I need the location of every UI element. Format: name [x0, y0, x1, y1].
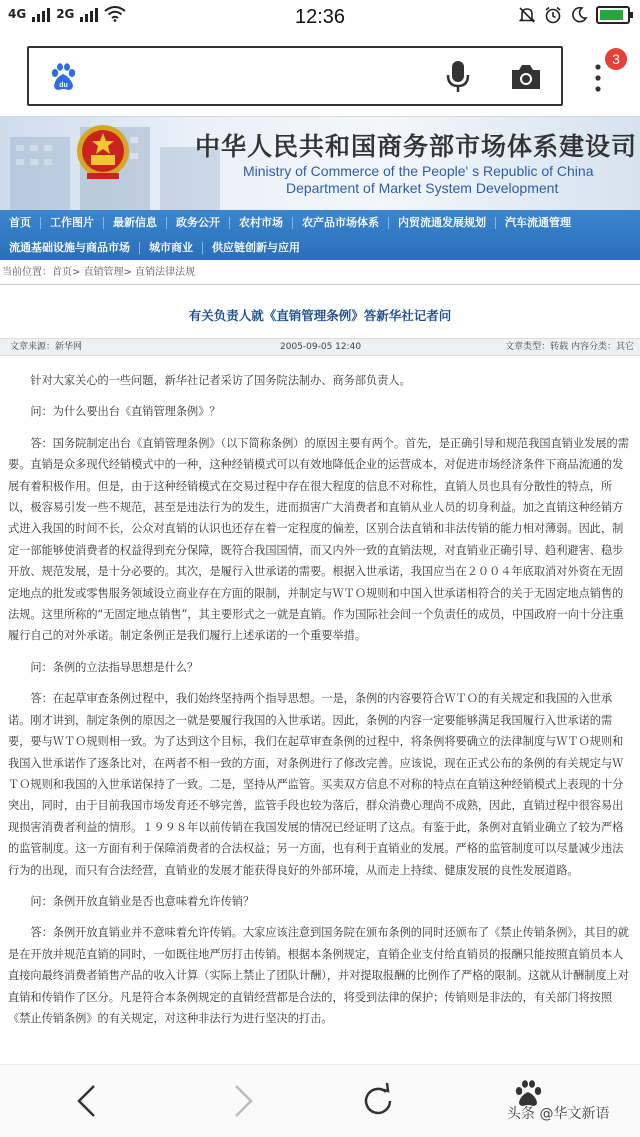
mute-bell-icon — [518, 6, 536, 24]
site-title-en-department: Department of Market System Development — [286, 180, 559, 196]
browser-toolbar — [0, 36, 640, 116]
article-source: 文章来源：新华网 — [10, 342, 83, 352]
question: 问：条例的立法指导思想是什么？ — [30, 660, 199, 674]
forward-icon[interactable] — [228, 1083, 258, 1119]
nav-item-infrastructure[interactable]: 流通基础设施与商品市场 — [0, 242, 140, 254]
main-navigation — [0, 210, 640, 260]
article-title: 有关负责人就《直销管理条例》答新华社记者问 — [188, 308, 452, 323]
battery-fill — [600, 10, 623, 20]
alarm-icon — [544, 6, 562, 24]
nav-item-auto-circulation[interactable]: 汽车流通管理 — [505, 215, 571, 229]
refresh-icon[interactable] — [360, 1083, 396, 1119]
battery-icon — [596, 6, 630, 24]
site-title-en-ministry: Ministry of Commerce of the People' s Republic of China — [243, 163, 594, 179]
search-box[interactable] — [27, 46, 563, 106]
watermark: 头条 @华文新语 — [507, 1106, 610, 1122]
baidu-paw-icon — [47, 61, 79, 93]
article-meta — [0, 338, 640, 356]
paragraph: 针对大家关心的一些问题，新华社记者采访了国务院法制办、商务部负责人。 — [30, 374, 411, 387]
network-2-label: 2G — [56, 7, 75, 21]
svg-text:du: du — [59, 82, 68, 89]
site-banner — [0, 116, 640, 210]
nav-row-2 — [0, 235, 309, 260]
nav-item-latest-info[interactable]: 最新信息 — [104, 217, 167, 229]
national-emblem — [75, 123, 131, 183]
back-icon[interactable] — [72, 1083, 102, 1119]
question: 问：为什么要出台《直销管理条例》？ — [30, 405, 221, 419]
nav-item-government-affairs[interactable]: 政务公开 — [167, 217, 230, 229]
nav-item-work-photos[interactable]: 工作图片 — [41, 217, 104, 229]
nav-item-circulation-planning[interactable]: 内贸流通发展规划 — [389, 217, 496, 229]
answer: 答：国务院制定出台《直销管理条例》（以下简称条例）的原因主要有两个。首先，是正确引导和规范我国直销业发展的需要。直销是众多现代经销模式中的一种，这种经销模式可以有效地降低企业的运营成本，对促进市场经济条件下商品流通的发展有着积极作用。但是，由于这种经销模式在交易过程中存在很大程度的信息不对称性，直销人员也具有分散性的特点，所以，极容易引发一些不规范，甚至是违法行为的发生，进而损害广大消费者和直销从业人员的切身利益。加之直销这种经销方式进入我国的时间不长，公众对直销的认识也还存在着一定程度的偏差，区别合法直销和非法传销的能力相对薄弱。因此，制定一部能够使消费者的权益得到充分保障，既符合我国国情，而又内外一致的直销法规，对直销业正确引导、趋利避害、稳步开放、规范发展，是十分必要的。其次，是履行入世承诺的需要。根据入世承诺，我国应当在２００４年底取消对外资在无固定地点的批发或零售服务领域设立商业存在方面的限制，并制定与ＷＴＯ规则和中国入世承诺相符合的关于无固定地点销售的法规。这里所称的“无固定地点销售”，其主要形式之一就是直销。作为国际社会间一个负责任的成员，中国政府一向十分注重履行自己的对外承诺。制定条例正是我们履行上述承诺的一个重要举措。 — [8, 436, 629, 643]
nav-item-urban-commerce[interactable]: 城市商业 — [140, 242, 203, 254]
nav-row-1 — [0, 210, 580, 235]
notification-badge: 3 — [605, 48, 627, 70]
microphone-icon[interactable] — [443, 60, 473, 94]
article-type: 文章类型：转载 内容分类：其它 — [505, 342, 634, 352]
network-1-label: 4G — [8, 7, 27, 21]
nav-item-agri-market-system[interactable]: 农产品市场体系 — [293, 217, 389, 229]
more-menu-icon[interactable] — [588, 62, 608, 96]
nav-item-rural-market[interactable]: 农村市场 — [230, 217, 293, 229]
answer: 答：条例开放直销业并不意味着允许传销。大家应该注意到国务院在颁布条例的同时还颁布了《禁止传销条例》，其目的就是在开放并规范直销的同时，一如既往地严厉打击传销。根据本条例规定，直销企业支付给直销员的报酬只能按照直销员本人直接向最终消费者销售产品的收入计算（实际上禁止了团队计酬），并对提取报酬的比例作了严格的限制。这就从计酬制度上对直销和传销作了区分。凡是符合本条例规定的直销经营都是合法的，将受到法律的保护；传销则是非法的，有关部门将按照《禁止传销条例》的有关规定，对这种非法行为进行坚决的打击。 — [8, 926, 629, 1025]
status-right — [518, 6, 630, 24]
nav-item-supply-chain[interactable]: 供应链创新与应用 — [212, 240, 300, 254]
breadcrumb[interactable]: 当前位置：首页> 直销管理> 直销法律法规 — [2, 267, 196, 278]
status-bar — [0, 0, 640, 36]
browser-bottom-bar — [0, 1064, 640, 1137]
article-date: 2005-09-05 12:40 — [280, 342, 362, 352]
clock: 12:36 — [294, 6, 346, 28]
camera-icon[interactable] — [510, 62, 542, 92]
answer: 答：在起草审查条例过程中，我们始终坚持两个指导思想。一是，条例的内容要符合ＷＴＯ的有关规定和我国的入世承诺。刚才讲到，制定条例的原因之一就是要履行我国的入世承诺。因此，条例的内容一定要能够满足我国履行入世承诺的需要，要与ＷＴＯ规则相一致。为了达到这个目标，我们在起草审查条例的过程中，将条例将要确立的法律制度与ＷＴＯ规则和我国入世承诺作了逐条比对，在两者不相一致的方面，对条例进行了修改完善。应该说，现在正式公布的条例的有关规定与ＷＴＯ规则和我国的入世承诺保持了一致。二是，坚持从严监管。买卖双方信息不对称的特点在直销这种经销模式上表现的十分突出，同时，由于目前我国市场发育还不够完善，监管手段也较为落后，群众消费心理尚不成熟，因此，直销过程中很容易出现损害消费者利益的情形。１９９８年以前传销在我国发展的情况已经证明了这点。有鉴于此，条例对直销业确立了较为严格的监管制度。这一方面有利于保障消费者的合法权益；另一方面，也有利于直销业的发展。严格的监管制度可以尽量减少违法行为的出现，而只有合法经营，直销业的发展才能获得良好的外部环境，从而走上持续、健康发展的良性发展道路。 — [8, 692, 624, 877]
question: 问：条例开放直销业是否也意味着允许传销？ — [30, 894, 255, 908]
nav-item-home[interactable]: 首页 — [0, 217, 41, 229]
moon-icon — [570, 6, 588, 24]
divider — [0, 284, 640, 285]
site-title: 中华人民共和国商务部市场体系建设司 — [195, 132, 638, 161]
article-body — [8, 370, 632, 1039]
